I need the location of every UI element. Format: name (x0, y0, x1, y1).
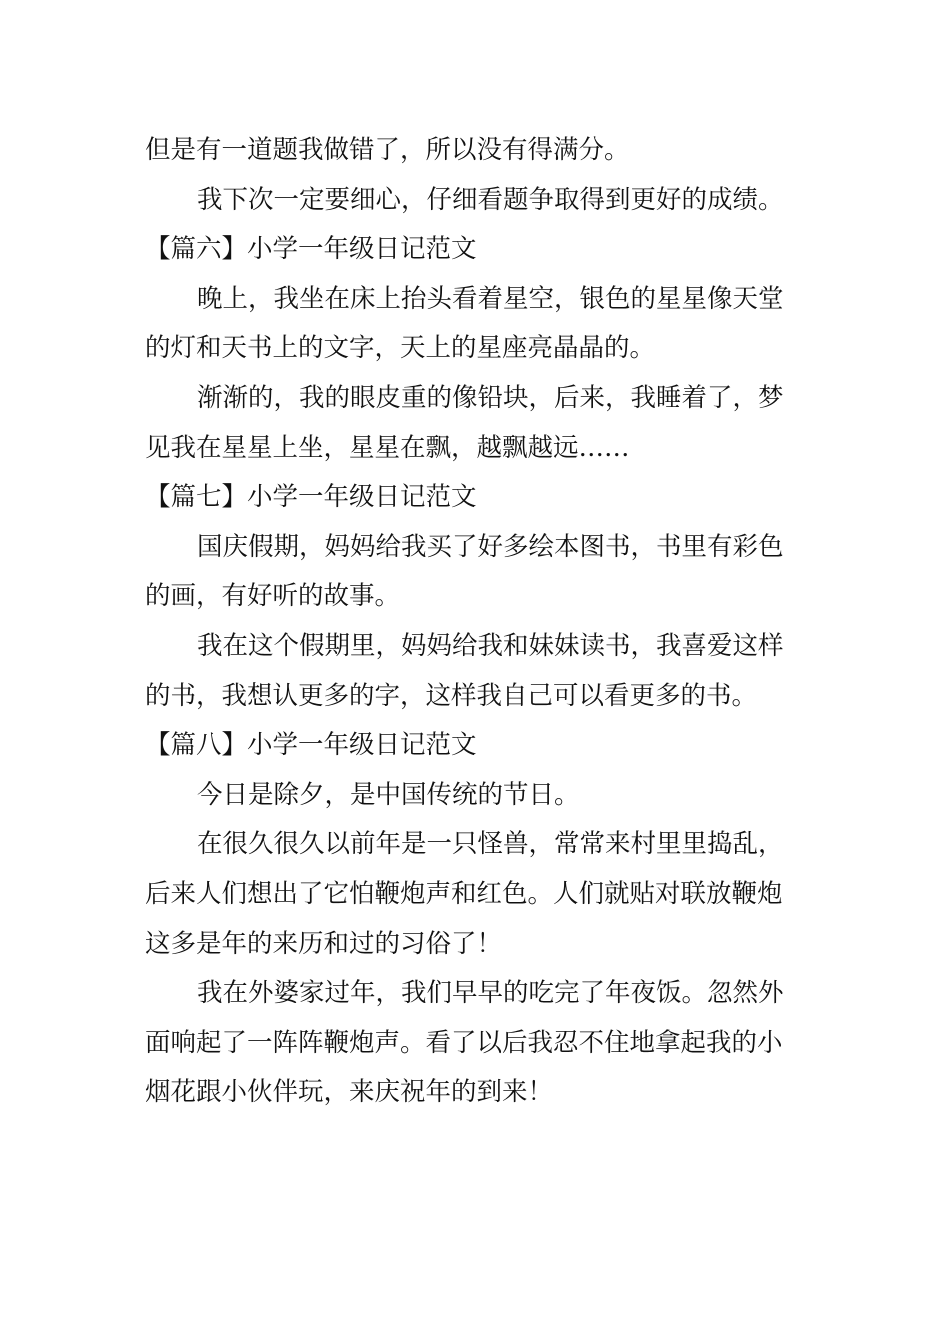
paragraph-line: 但是有一道题我做错了，所以没有得满分。 (145, 135, 630, 165)
section-heading: 【篇六】小学一年级日记范文 (145, 234, 477, 265)
paragraph-line: 这多是年的来历和过的习俗了！ (145, 928, 503, 959)
document-page (145, 126, 810, 1118)
paragraph-line: 渐渐的，我的眼皮重的像铅块，后来，我睡着了，梦 (197, 382, 784, 413)
paragraph-line: 我在这个假期里，妈妈给我和妹妹读书，我喜爱这样 (197, 630, 784, 661)
paragraph-line: 国庆假期，妈妈给我买了好多绘本图书，书里有彩色 (197, 531, 784, 562)
paragraph-line: 面响起了一阵阵鞭炮声。看了以后我忍不住地拿起我的小 (145, 1027, 783, 1058)
section-heading: 【篇七】小学一年级日记范文 (145, 482, 477, 513)
paragraph-line: 我下次一定要细心，仔细看题争取得到更好的成绩。 (197, 184, 784, 215)
paragraph-line: 我在外婆家过年，我们早早的吃完了年夜饭。忽然外 (197, 978, 784, 1009)
paragraph-line: 的灯和天书上的文字，天上的星座亮晶晶的。 (145, 333, 656, 364)
section-heading: 【篇八】小学一年级日记范文 (145, 730, 477, 761)
paragraph-line: 见我在星星上坐，星星在飘，越飘越远…… (145, 432, 630, 463)
paragraph-line: 烟花跟小伙伴玩，来庆祝年的到来！ (145, 1077, 554, 1108)
paragraph-line: 晚上，我坐在床上抬头看着星空，银色的星星像天堂 (197, 283, 784, 314)
paragraph-line: 的画，有好听的故事。 (145, 581, 401, 612)
paragraph-line: 的书，我想认更多的字，这样我自己可以看更多的书。 (145, 680, 758, 711)
paragraph-line: 在很久很久以前年是一只怪兽，常常来村里里捣乱， (197, 829, 784, 860)
paragraph-line: 今日是除夕，是中国传统的节日。 (197, 779, 580, 810)
paragraph-line: 后来人们想出了它怕鞭炮声和红色。人们就贴对联放鞭炮 (145, 878, 783, 909)
